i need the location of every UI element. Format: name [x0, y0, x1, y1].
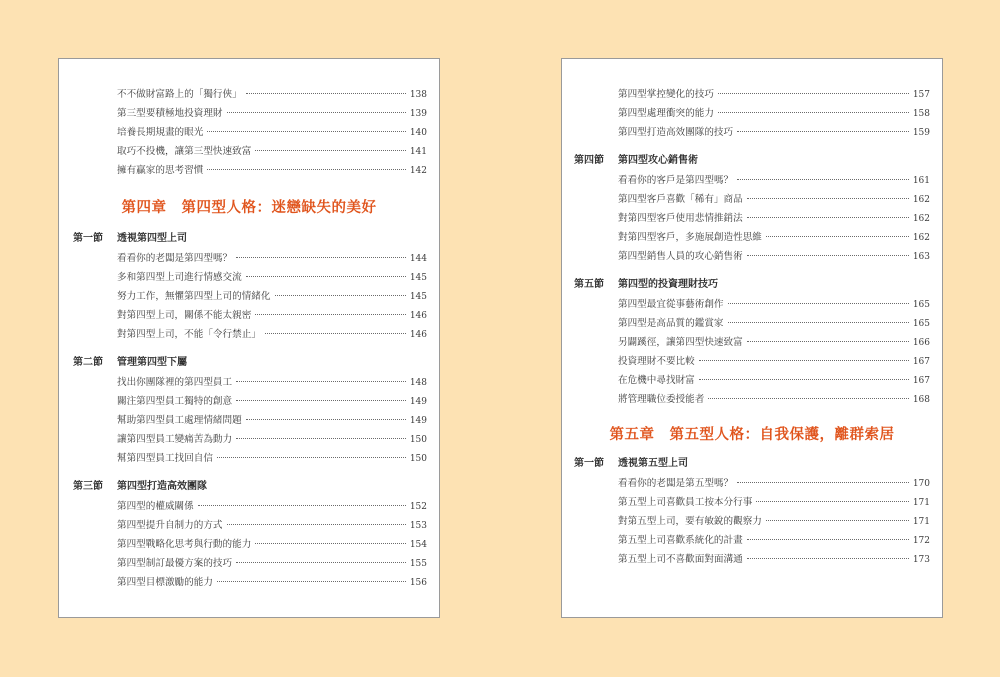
- toc-entry: [117, 161, 427, 180]
- toc-entry-page: 141: [409, 147, 427, 157]
- section-title: 第四型攻心銷售術: [618, 155, 698, 166]
- toc-entry-page: 150: [409, 435, 427, 445]
- leader-dots: [747, 255, 909, 256]
- leader-dots: [766, 236, 909, 237]
- toc-entry: [117, 306, 427, 325]
- leader-dots: [236, 381, 406, 382]
- section-number: 第四節: [574, 155, 604, 166]
- leader-dots: [236, 400, 406, 401]
- toc-entry-title: 第四型目標激勵的能力: [117, 577, 213, 588]
- toc-entry-title: 幫助第四型員工處理情緒問題: [117, 415, 242, 426]
- toc-entry-title: 多和第四型上司進行情感交流: [117, 272, 242, 283]
- toc-entry-page: 172: [912, 536, 930, 546]
- toc-entry-title: 擁有贏家的思考習慣: [117, 165, 204, 176]
- right-intro-list: [562, 85, 942, 142]
- toc-entry: [618, 247, 930, 266]
- leader-dots: [747, 217, 909, 218]
- toc-entry-title: 幫第四型員工找回自信: [117, 453, 213, 464]
- toc-entry-page: 161: [912, 176, 930, 186]
- section-title: 第四型的投資理財技巧: [618, 279, 718, 290]
- leader-dots: [275, 295, 406, 296]
- toc-entry: [117, 554, 427, 573]
- toc-entry-title: 不不做財富路上的「獨行俠」: [117, 89, 242, 100]
- toc-entry: [117, 123, 427, 142]
- toc-entry: [117, 430, 427, 449]
- toc-entry-page: 145: [409, 292, 427, 302]
- toc-entry-title: 對第四型客戶使用悲情推銷法: [618, 213, 743, 224]
- toc-entry-page: 142: [409, 166, 427, 176]
- section-heading: [73, 229, 439, 249]
- section-number: 第二節: [73, 357, 103, 368]
- leader-dots: [737, 482, 909, 483]
- toc-entry: [117, 373, 427, 392]
- toc-entry-page: 140: [409, 128, 427, 138]
- toc-entry: [618, 104, 930, 123]
- leader-dots: [246, 93, 406, 94]
- toc-entry: [117, 85, 427, 104]
- leader-dots: [728, 303, 909, 304]
- toc-entry: [117, 573, 427, 592]
- leader-dots: [747, 558, 909, 559]
- leader-dots: [747, 539, 909, 540]
- leader-dots: [756, 501, 909, 502]
- leader-dots: [699, 379, 909, 380]
- toc-entry-page: 139: [409, 109, 427, 119]
- toc-entry-page: 150: [409, 454, 427, 464]
- toc-entry: [618, 371, 930, 390]
- toc-entry-title: 第四型掌控變化的技巧: [618, 89, 714, 100]
- toc-entry-title: 第四型客戶喜歡「稀有」商品: [618, 194, 743, 205]
- toc-entry-page: 167: [912, 376, 930, 386]
- toc-entry-title: 對第四型上司，不能「令行禁止」: [117, 329, 261, 340]
- leader-dots: [246, 276, 406, 277]
- toc-entry-title: 第四型的權威關係: [117, 501, 194, 512]
- toc-entry-title: 在危機中尋找財富: [618, 375, 695, 386]
- toc-entry: [618, 228, 930, 247]
- leader-dots: [207, 131, 405, 132]
- toc-entry-page: 145: [409, 273, 427, 283]
- toc-entry-title: 對第四型客戶，多施展創造性思維: [618, 232, 762, 243]
- toc-entry-title: 投資理財不要比較: [618, 356, 695, 367]
- toc-entry: [618, 123, 930, 142]
- toc-entry-title: 看看你的客戶是第四型嗎？: [618, 175, 734, 186]
- toc-entry: [618, 209, 930, 228]
- toc-entry-title: 第五型上司不喜歡面對面溝通: [618, 554, 743, 565]
- toc-entry-page: 171: [912, 517, 930, 527]
- toc-entry: [618, 190, 930, 209]
- toc-entry: [117, 268, 427, 287]
- toc-entry-page: 173: [912, 555, 930, 565]
- leader-dots: [207, 169, 405, 170]
- section-heading: [73, 353, 439, 373]
- toc-entry-title: 將管理職位委授能者: [618, 394, 705, 405]
- toc-entry: [117, 104, 427, 123]
- right-page: [561, 58, 943, 618]
- toc-entry: [618, 333, 930, 352]
- toc-entry: [117, 535, 427, 554]
- toc-entry: [618, 531, 930, 550]
- toc-entry-title: 第四型提升自制力的方式: [117, 520, 223, 531]
- section-heading: [574, 275, 942, 295]
- toc-entry-title: 第五型上司喜歡員工按本分行事: [618, 497, 753, 508]
- toc-entry: [618, 390, 930, 409]
- leader-dots: [265, 333, 406, 334]
- toc-entry-page: 144: [409, 254, 427, 264]
- toc-entry-page: 166: [912, 338, 930, 348]
- toc-entry-title: 努力工作，無懼第四型上司的情緒化: [117, 291, 271, 302]
- leader-dots: [246, 419, 406, 420]
- leader-dots: [728, 322, 909, 323]
- toc-entry-page: 149: [409, 416, 427, 426]
- left-intro-list: [59, 85, 439, 180]
- toc-entry-page: 146: [409, 311, 427, 321]
- toc-entry-title: 對第五型上司，要有敏銳的觀察力: [618, 516, 762, 527]
- leader-dots: [766, 520, 909, 521]
- toc-entry: [618, 474, 930, 493]
- toc-entry-title: 對第四型上司，關係不能太親密: [117, 310, 252, 321]
- leader-dots: [737, 131, 909, 132]
- section-number: 第五節: [574, 279, 604, 290]
- toc-entry: [618, 352, 930, 371]
- toc-entry-page: 162: [912, 214, 930, 224]
- section-title: 管理第四型下屬: [117, 357, 187, 368]
- section-number: 第一節: [574, 458, 604, 469]
- section-block: [59, 353, 439, 468]
- toc-entry-title: 找出你團隊裡的第四型員工: [117, 377, 233, 388]
- leader-dots: [217, 457, 406, 458]
- toc-entry-page: 165: [912, 319, 930, 329]
- leader-dots: [236, 438, 406, 439]
- toc-entry-page: 146: [409, 330, 427, 340]
- section-title: 透視第四型上司: [117, 233, 187, 244]
- leader-dots: [718, 112, 909, 113]
- section-number: 第三節: [73, 481, 103, 492]
- toc-entry-page: 167: [912, 357, 930, 367]
- toc-entry-title: 第四型處理衝突的能力: [618, 108, 714, 119]
- toc-entry-title: 另闢蹊徑，讓第四型快速致富: [618, 337, 743, 348]
- toc-entry-title: 第四型戰略化思考與行動的能力: [117, 539, 252, 550]
- toc-entry-page: 138: [409, 90, 427, 100]
- toc-entry-page: 165: [912, 300, 930, 310]
- toc-entry: [618, 314, 930, 333]
- section-block: [59, 477, 439, 592]
- toc-entry-page: 162: [912, 195, 930, 205]
- leader-dots: [227, 524, 406, 525]
- chapter-heading: 第四章 第四型人格：迷戀缺失的美好: [121, 199, 377, 216]
- toc-entry: [618, 512, 930, 531]
- toc-entry-title: 取巧不投機，讓第三型快速致富: [117, 146, 252, 157]
- toc-entry: [117, 516, 427, 535]
- left-page-content: [59, 59, 439, 592]
- right-page-content: [562, 59, 942, 569]
- toc-entry-page: 158: [912, 109, 930, 119]
- toc-entry-page: 153: [409, 521, 427, 531]
- leader-dots: [227, 112, 406, 113]
- leader-dots: [747, 198, 909, 199]
- toc-entry-page: 171: [912, 498, 930, 508]
- toc-entry-page: 149: [409, 397, 427, 407]
- toc-entry: [117, 142, 427, 161]
- toc-entry: [117, 449, 427, 468]
- leader-dots: [718, 93, 909, 94]
- section-heading: [73, 477, 439, 497]
- leader-dots: [198, 505, 406, 506]
- left-page: [58, 58, 440, 618]
- toc-entry-page: 148: [409, 378, 427, 388]
- toc-entry-title: 看看你的老闆是第四型嗎？: [117, 253, 233, 264]
- toc-entry: [618, 85, 930, 104]
- toc-entry-title: 看看你的老闆是第五型嗎？: [618, 478, 734, 489]
- toc-entry: [117, 325, 427, 344]
- section-number: 第一節: [73, 233, 103, 244]
- toc-entry-page: 162: [912, 233, 930, 243]
- chapter-heading: 第五章 第五型人格：自我保護，離群索居: [609, 426, 895, 443]
- leader-dots: [737, 179, 909, 180]
- leader-dots: [255, 150, 406, 151]
- toc-entry-title: 關注第四型員工獨特的創意: [117, 396, 233, 407]
- toc-entry: [618, 550, 930, 569]
- toc-entry-title: 讓第四型員工變痛苦為動力: [117, 434, 233, 445]
- toc-entry-title: 第四型是高品質的鑑賞家: [618, 318, 724, 329]
- toc-entry-page: 163: [912, 252, 930, 262]
- toc-entry-page: 154: [409, 540, 427, 550]
- toc-entry-page: 156: [409, 578, 427, 588]
- toc-entry-title: 第五型上司喜歡系統化的計畫: [618, 535, 743, 546]
- section-block: [59, 229, 439, 344]
- toc-entry: [117, 392, 427, 411]
- section-heading: [574, 151, 942, 171]
- toc-entry-page: 170: [912, 479, 930, 489]
- toc-entry: [618, 493, 930, 512]
- toc-entry-title: 第四型制訂最優方案的技巧: [117, 558, 233, 569]
- toc-entry-title: 第四型最宜從事藝術創作: [618, 299, 724, 310]
- section-heading: [574, 454, 942, 474]
- leader-dots: [699, 360, 909, 361]
- toc-entry: [117, 287, 427, 306]
- leader-dots: [255, 314, 406, 315]
- leader-dots: [747, 341, 909, 342]
- toc-entry-title: 培養長期規畫的眼光: [117, 127, 204, 138]
- section-block: [562, 151, 942, 266]
- toc-entry: [117, 497, 427, 516]
- leader-dots: [217, 581, 406, 582]
- toc-entry-title: 第四型打造高效團隊的技巧: [618, 127, 734, 138]
- leader-dots: [708, 398, 908, 399]
- toc-entry: [618, 295, 930, 314]
- toc-entry-page: 168: [912, 395, 930, 405]
- leader-dots: [236, 257, 406, 258]
- toc-entry: [117, 249, 427, 268]
- toc-entry-page: 157: [912, 90, 930, 100]
- section-block: [562, 275, 942, 409]
- toc-entry-page: 152: [409, 502, 427, 512]
- toc-entry-page: 155: [409, 559, 427, 569]
- toc-entry-page: 159: [912, 128, 930, 138]
- section-title: 第四型打造高效團隊: [117, 481, 207, 492]
- section-block: [562, 454, 942, 569]
- toc-entry-title: 第四型銷售人員的攻心銷售術: [618, 251, 743, 262]
- toc-entry: [618, 171, 930, 190]
- section-title: 透視第五型上司: [618, 458, 688, 469]
- toc-entry: [117, 411, 427, 430]
- leader-dots: [236, 562, 406, 563]
- toc-entry-title: 第三型要積極地投資理財: [117, 108, 223, 119]
- leader-dots: [255, 543, 406, 544]
